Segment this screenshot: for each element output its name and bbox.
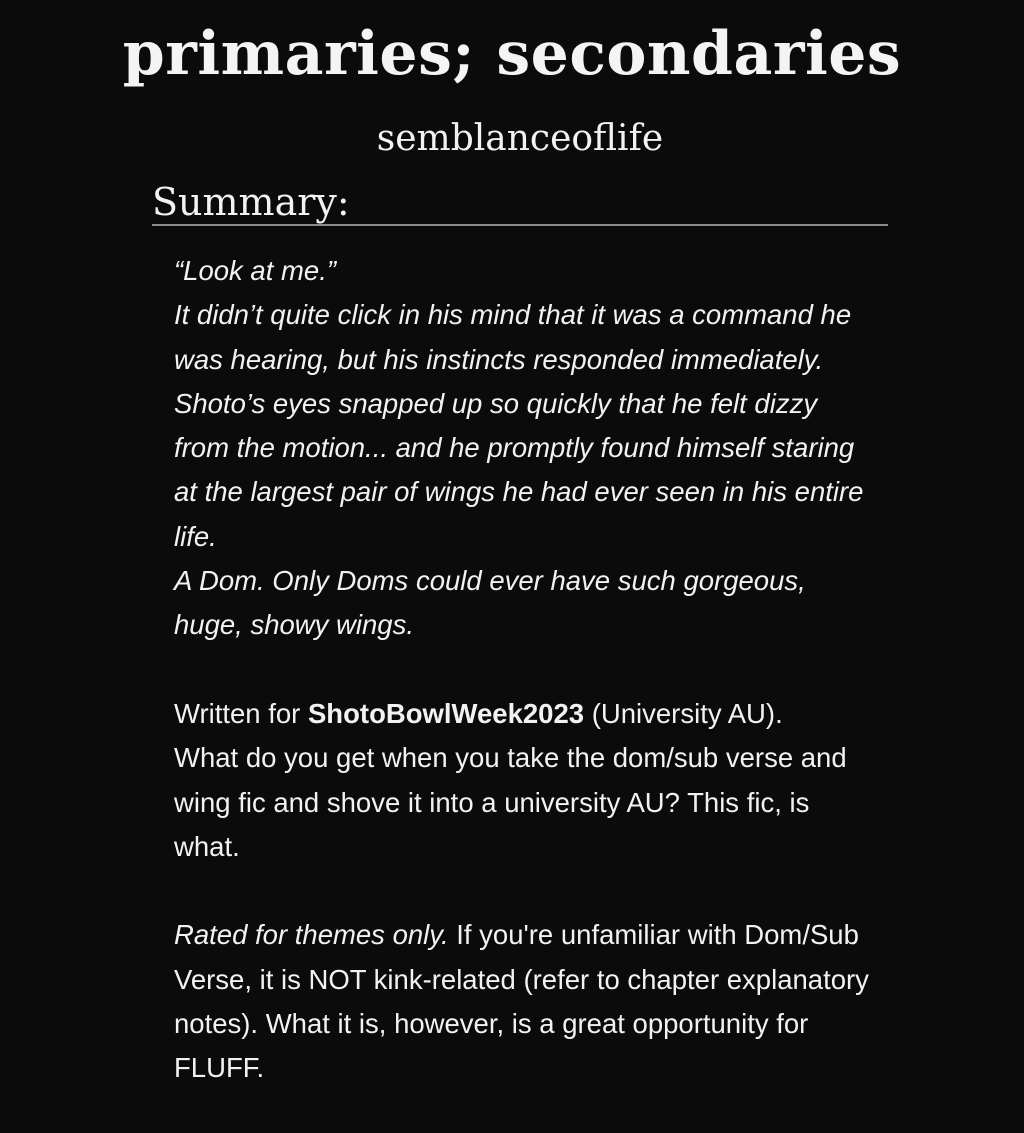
written-for-line [174, 692, 874, 736]
written-for-suffix: (University AU). [584, 697, 783, 729]
summary-heading: Summary: [152, 180, 350, 224]
paragraph-spacer [174, 869, 874, 913]
summary-body [174, 249, 874, 1091]
written-for-prefix: Written for [174, 697, 308, 729]
rating-explanation: If you're unfamiliar with Dom/Sub Verse, it is NOT kink-related (refer to chapter explanatory notes). What it is, however, is a great opportunity for FLUFF. [174, 919, 869, 1084]
summary-quote-line: “Look at me.” [174, 255, 337, 286]
fic-description: What do you get when you take the dom/sub verse and wing fic and shove it into a university AU? This fic, is what. [174, 742, 847, 862]
event-name: ShotoBowlWeek2023 [307, 697, 585, 729]
rating-italic: Rated for themes only. [174, 919, 449, 951]
work-title: primaries; secondaries [122, 19, 902, 89]
author-name[interactable]: semblanceoflife [376, 118, 664, 159]
summary-divider [152, 224, 888, 226]
summary-quote-paragraph: It didn’t quite click in his mind that it was a command he was hearing, but his instincts responded immediately. Shoto’s eyes snapped up so quickly that he felt dizzy from the motion... and he promptly found himself staring at the largest pair of wings he had ever seen in his entire life. [174, 299, 864, 552]
summary-quote-closing: A Dom. Only Doms could ever have such gorgeous, huge, showy wings. [174, 565, 806, 641]
paragraph-spacer [174, 648, 874, 692]
rating-note [174, 913, 874, 1090]
